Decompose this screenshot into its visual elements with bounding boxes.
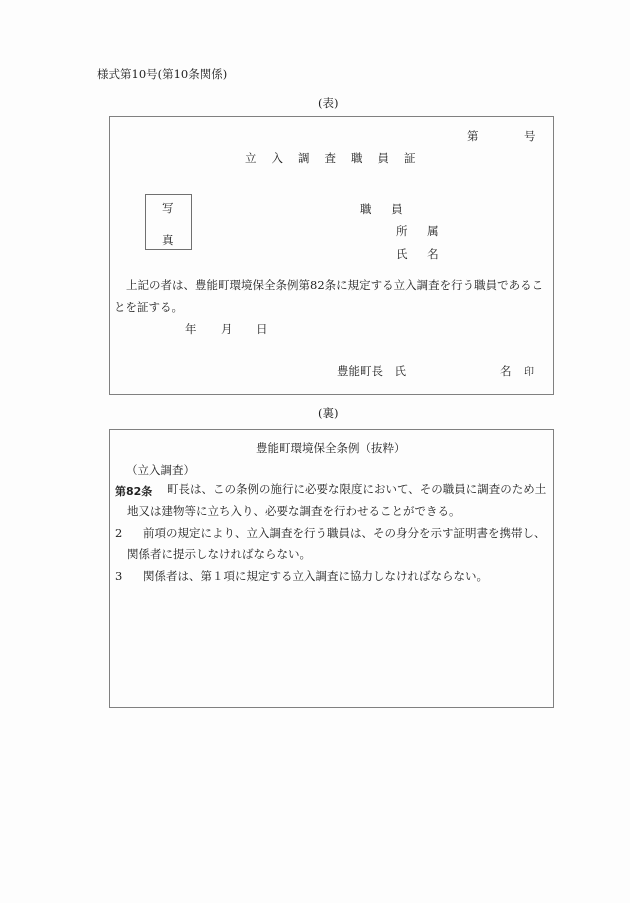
- article-caption: （立入調査）: [126, 463, 195, 477]
- photo-label-2: 真: [162, 233, 174, 247]
- front-side-label: (表): [318, 96, 339, 110]
- issuer-label: 豊能町長 氏: [337, 364, 406, 378]
- photo-label-1: 写: [162, 201, 174, 215]
- certification-line-1: 上記の者は、豊能町環境保全条例第82条に規定する立入調査を行う職員であるこ: [126, 278, 544, 292]
- paragraph-2-line-2: 関係者に提示しなければならない。: [127, 547, 311, 561]
- card-number-suffix: 号: [524, 129, 536, 143]
- paragraph-2-number: 2: [115, 526, 123, 540]
- date-day: 日: [256, 322, 268, 336]
- name-label: 氏 名: [396, 247, 447, 261]
- certification-line-2: とを証する。: [114, 300, 183, 314]
- card-title: 立入調査職員証: [245, 151, 431, 165]
- article-number: 第82条: [115, 485, 153, 498]
- staff-label: 職 員: [360, 202, 411, 216]
- date-month: 月: [221, 322, 233, 336]
- issuer-name-label: 名: [500, 364, 512, 378]
- card-number-prefix: 第: [467, 129, 479, 143]
- article-text-line-2: 地又は建物等に立ち入り、必要な調査を行わせることができる。: [127, 504, 461, 518]
- id-card-front: [109, 116, 554, 395]
- form-number: 様式第10号(第10条関係): [97, 67, 228, 81]
- back-side-label: (裏): [318, 406, 339, 420]
- paragraph-3-number: 3: [115, 569, 123, 583]
- article-text-line-1: 町長は、この条例の施行に必要な限度において、その職員に調査のため土: [167, 482, 547, 496]
- ordinance-title: 豊能町環境保全条例（抜粋）: [256, 441, 406, 455]
- date-year: 年: [185, 322, 197, 336]
- id-card-back: [109, 429, 554, 708]
- seal-mark: 印: [524, 367, 534, 378]
- photo-placeholder: [145, 194, 192, 250]
- paragraph-2-line-1: 前項の規定により、立入調査を行う職員は、その身分を示す証明書を携帯し、: [143, 526, 546, 540]
- affiliation-label: 所 属: [396, 224, 447, 238]
- paragraph-3-line-1: 関係者は、第１項に規定する立入調査に協力しなければならない。: [143, 569, 488, 583]
